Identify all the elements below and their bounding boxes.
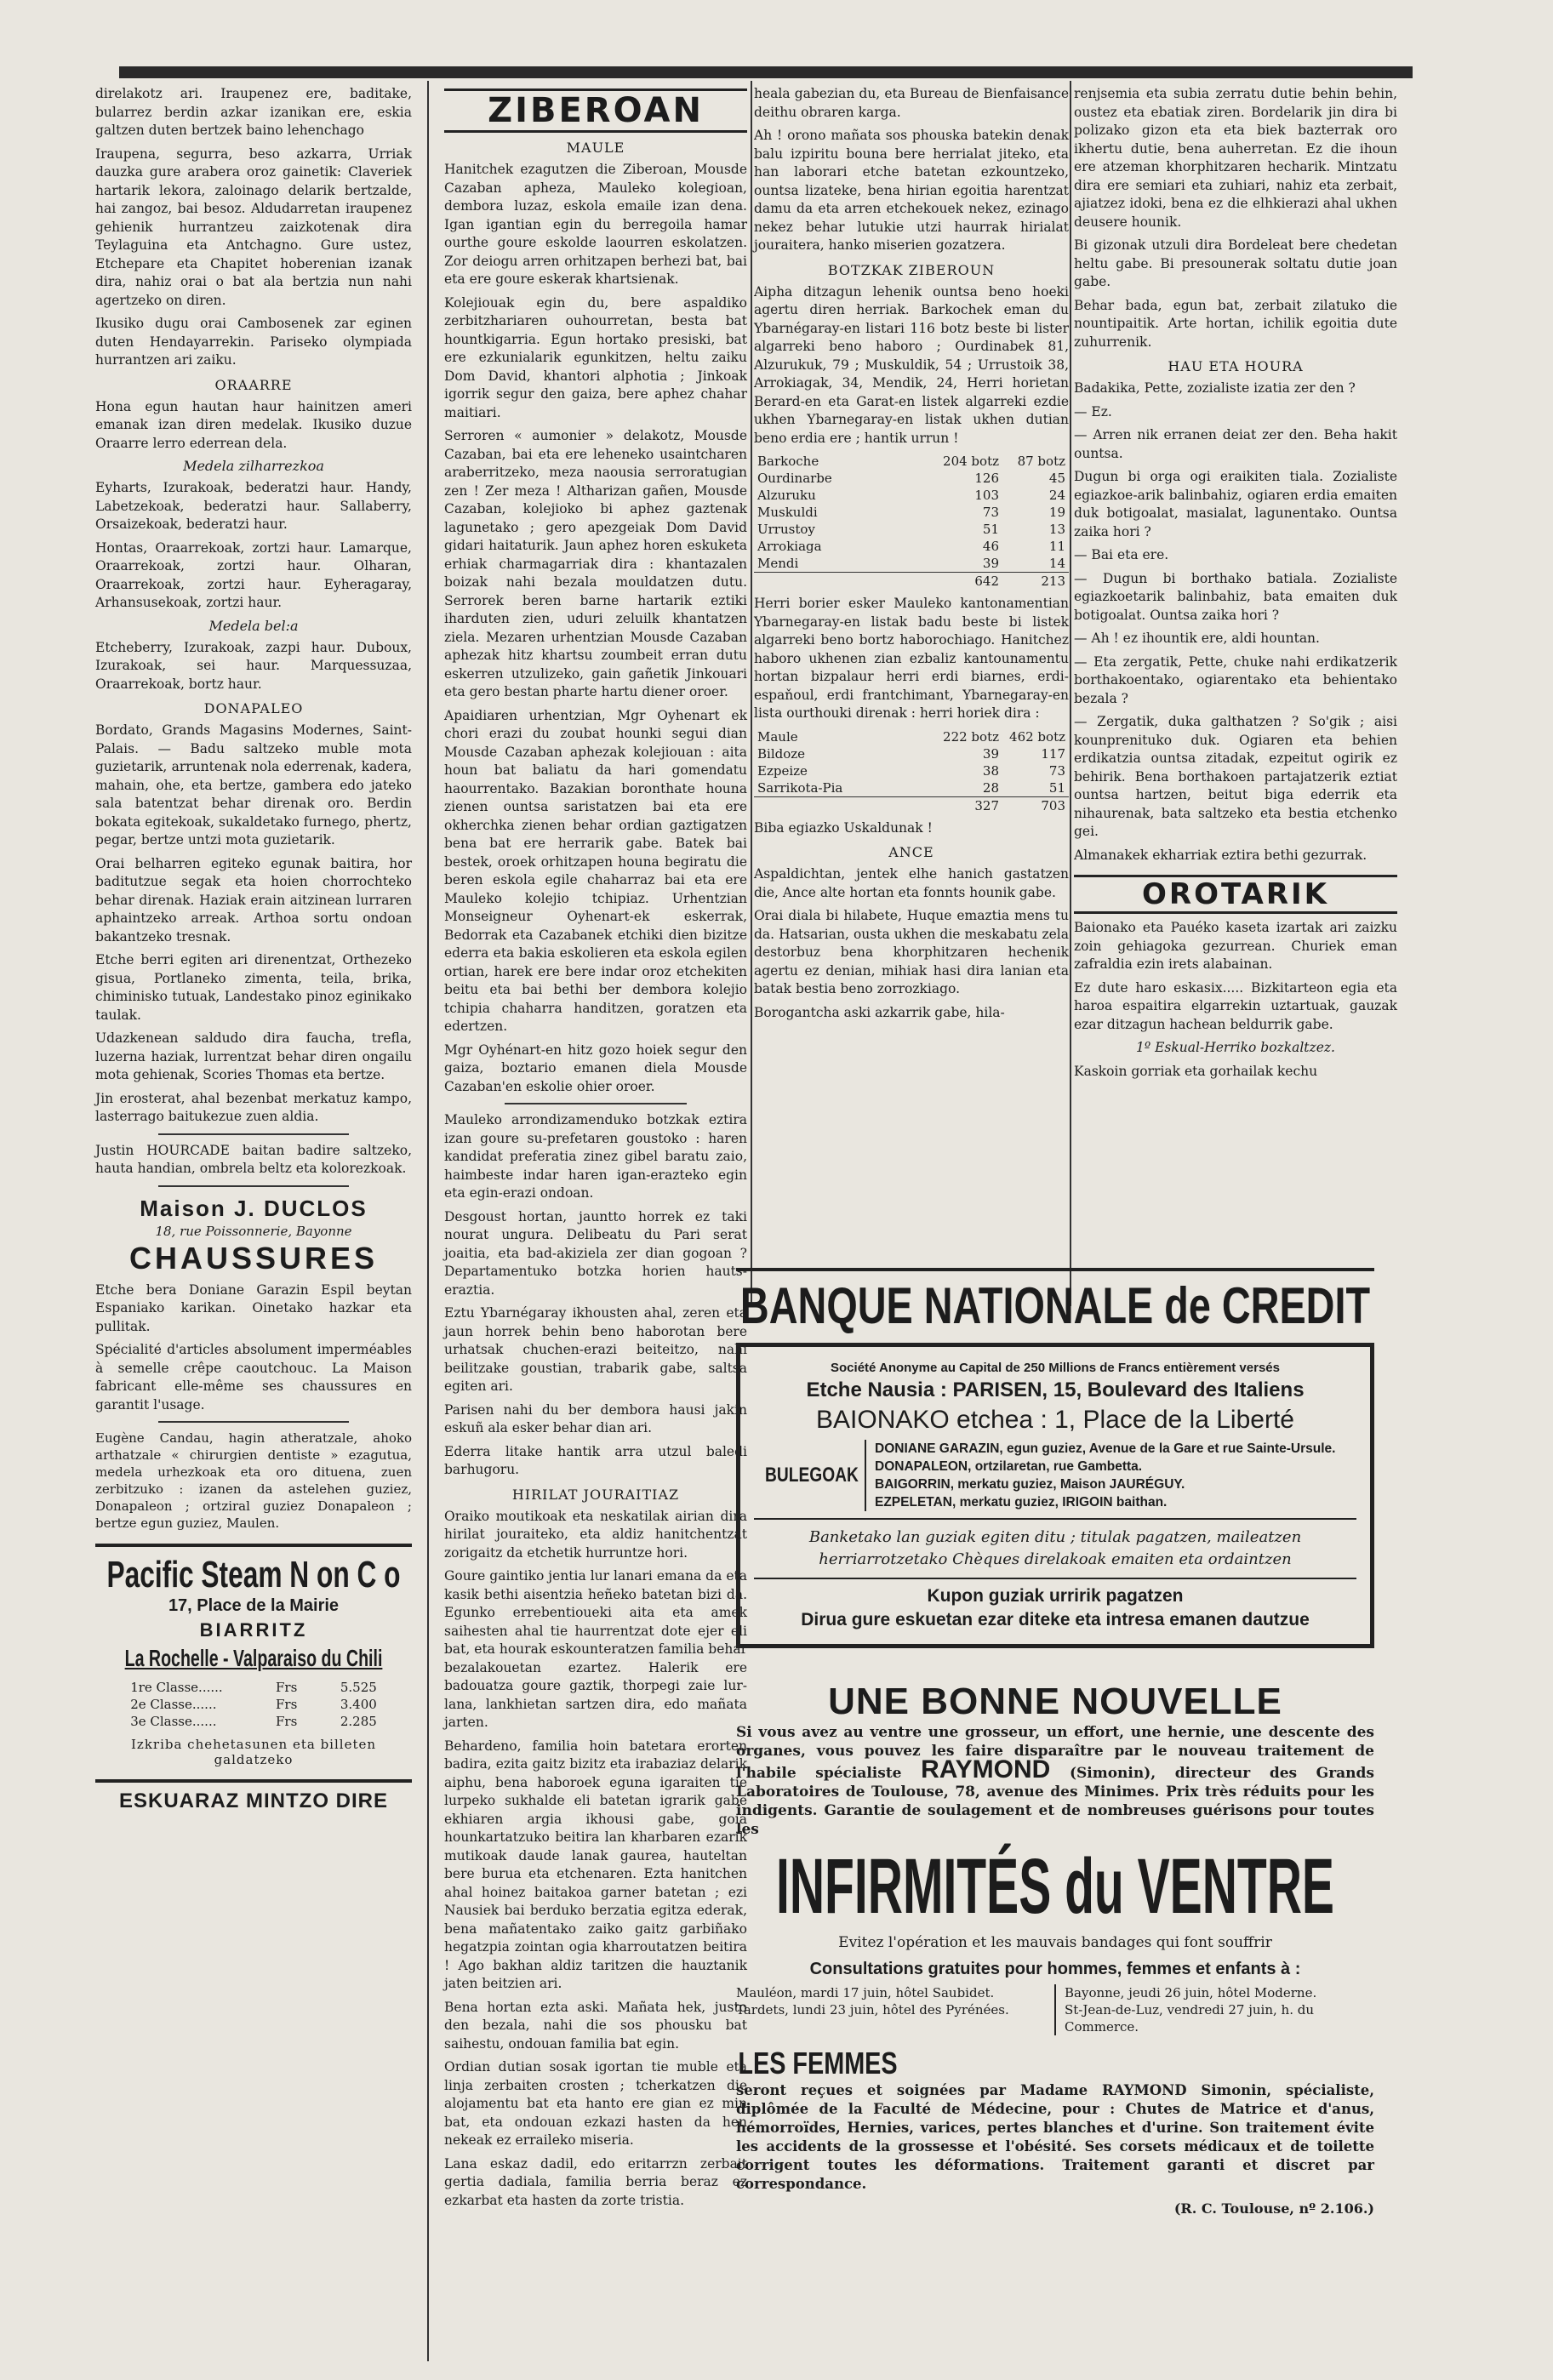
raymond-name: RAYMOND (921, 1755, 1051, 1784)
footer-banner: ESKUARAZ MINTZO DIRE (95, 1779, 412, 1813)
paragraph: Ikusiko dugu orai Cambosenek zar eginen duten Hendayarrekin. Pariseko olympiada hurrantzen ari zaiku. (95, 316, 412, 368)
total-b: 703 (1002, 796, 1069, 814)
branches-label: BULEGOAK (765, 1464, 859, 1487)
paragraph: Etche bera Doniane Garazin Espil beytan Espaniako karikan. Oinetako hazkar eta pullitak. (95, 1281, 412, 1334)
votes-a: 126 (974, 471, 999, 486)
paragraph: Eyharts, Izurakoak, bederatzi haur. Handy, Labetzekoak, bederatzi haur. Sallaberry, Orsaizekoak, bederatzi haur. (95, 480, 412, 532)
town: Mendi (757, 556, 799, 571)
paragraph: Eugène Candau, hagin atheratzale, ahoko arthatzale « chirurgien dentiste » ezagutua, medela urhezkoak eta oro dituena, zuen zerbitzuko : izanen da astelehen guziez, Donapaleon ; ortziral guziez Donapaleon ; bertze egun guziez, Maulen. (95, 1430, 412, 1531)
paragraph: Jin erosterat, ahal bezenbat merkatuz kampo, lasterrago baitukezue zuen aldia. (95, 1090, 412, 1124)
paragraph: Desgoust hortan, jauntto horrek ez taki nourat ungura. Delibeatu du Pari serat joaitia, eta bad-akiziela zer dian gogoan ? Departamentuko botzka horien hauts-eraztia. (444, 1208, 747, 1298)
location-item: Tardets, lundi 23 juin, hôtel des Pyrénées. (736, 2002, 1009, 2018)
registry-ref: (R. C. Toulouse, nº 2.106.) (1173, 2200, 1374, 2217)
heading-ance: ANCE (888, 844, 934, 860)
paragraph: Etcheberry, Izurakoak, zazpi haur. Duboux, Izurakoak, sei haur. Marquessuzaa, Oraarrekoak, bortz haur. (95, 639, 412, 692)
paragraph: Serroren « aumonier » delakotz, Mousde Cazaban, bai eta ere leheneko usaintcharen araberritzeko, meza naousia serroratugian zen ! Zer meza ! Altharizan gañen, Mousde Cazaban, kolejioko bi aphez gaztenak lagunetako ; gero apezgeiak Dom David gidari haitaturik. Jaun aphez horen eskuketa erhiak charmagarriak dira : khantazalen boizak nahi bezala mouldatzen dutu. Serrorek beren barne hartarik eztiki iharduten zien, uduri zeluilk khantatzen ziela. Mezaren urhentzian Mousde Cazaban aphezak hitz khartsu zoumbeit erran dutu eskerren utzulizeko, gain gañetik Jinkouari eta gero bestan pharte hartu diener oroer. (444, 428, 747, 699)
votes-a: 222 botz (943, 728, 999, 745)
raymond-text-part: Si vous avez au ventre une grosseur, un effort, une hernie, une descente des organes, vous pouvez les faire disparaître par le nouveau traitement de l'habile spécialiste (736, 1724, 1374, 1782)
fare-amount: 5.525 (340, 1680, 377, 1695)
town: Muskuldi (757, 505, 818, 520)
bank-bayonne: BAIONAKO etchea : 1, Place de la Liberté (816, 1406, 1294, 1434)
paragraph: Aipha ditzagun lehenik ountsa beno hoeki agertu diren herriak. Barkochek eman du Ybarnégaray-en listari 116 botz beste bi lister algarreki beno haboro ; Ourdinabek 81, Alzurukuk, 79 ; Muskuldik, 54 ; Urrustoik 38, Arrokiagak, 34, Mendik, 24, Herri horietan Berard-en eta Garat-en listek algarreki ezdie ukhen Ybarnegaray-en listak ukhen dutian beno erdia ere ; hantik urrun ! (754, 283, 1069, 446)
table-row (754, 728, 1069, 745)
votes-b: 24 (1048, 488, 1065, 503)
votes-b: 117 (1041, 745, 1065, 762)
locations-left (736, 1984, 1056, 2035)
paragraph: Mauleko arrondizamenduko botzkak eztira izan goure su-prefetaren goustoko : haren kandidat preferatia zinez gibel baratu zaio, haimbeste indar haren igan-erazteko egin eta egin-erazi ondoan. (444, 1112, 747, 1201)
fare-class: 3e Classe...... (130, 1714, 217, 1729)
paragraph: Udazkenean saldudo dira faucha, trefla, luzerna haziak, lurrentzat behar diren ongailu mota gehienak, Scories Thomas eta bertze. (95, 1030, 412, 1082)
paragraph: Ez dute haro eskasix..... Bizkitarteon egia eta haroa espaitira elgarrekin uztartuak, gauzak ezar ditzagun hachean beldurrik gabe. (1074, 979, 1397, 1032)
total-a: 327 (936, 796, 1002, 814)
table-row (754, 504, 1069, 521)
paragraph: Lana eskaz dadil, edo eritarrzn zerbait gertia dadiala, familia berria beraz ez ezkarbat eta hasten da zorte tristia. (444, 2155, 747, 2208)
table-row (754, 470, 1069, 487)
ad-frame-top (736, 1268, 1374, 1276)
column-divider (751, 81, 752, 1306)
paragraph: Orai diala bi hilabete, Huque emaztia mens tu da. Hatsarian, ousta ukhen die meskabatu zela destorbuz bena khorphitzaren hechenik agertu ez denian, mihiak hasi dira lanian eta batak bestia beno zorrozkiago. (754, 908, 1069, 996)
paragraph: Ederra litake hantik arra utzul baledi barhugoru. (444, 1443, 747, 1477)
column-2 (444, 85, 747, 2208)
paragraph: Etche berri egiten ari direnentzat, Orthezeko gisua, Portlaneko zimenta, teila, brika, chiminisko tutuak, Landestako pinoz eginikako taulak. (95, 952, 412, 1023)
bank-interest: Dirua gure eskuetan ezar diteke eta intresa emanen dautzue (801, 1610, 1310, 1629)
duclos-headline: CHAUSSURES (128, 1240, 379, 1276)
table-row (127, 1713, 380, 1730)
fare-currency: Frs (275, 1697, 298, 1712)
table-row (754, 538, 1069, 555)
separator (95, 1544, 412, 1547)
paragraph: — Ah ! ez ihountik ere, aldi hountan. (1074, 631, 1320, 646)
paragraph: Eztu Ybarnégaray ikhousten ahal, zeren eta jaun horrek behin beno haborotan bere urhatsak chuchen-erazi beiteitzo, nahi beilitzake goustian, trabarik gabe, saltsa egiten ari. (444, 1305, 747, 1394)
paragraph: Goure gaintiko jentia lur lanari emana da eta kasik bethi aisentzia heñeko batetan bizi da. Egunko errebentioueki aita eta amek saihesten ahal tie haurrentzat dote ejer eli bat, eta hourak eskounteratzen familia behar bezalakouetan ezartez. Halerik ere badouatza goure gaztik, thorpegi zaie lur-lana, lankhietan sartzen dira, edo mañata jarten. (444, 1568, 747, 1730)
branches-list (865, 1440, 1335, 1511)
bank-coupon: Kupon guziak urririk pagatzen (927, 1586, 1184, 1606)
table-row (127, 1679, 380, 1696)
fare-currency: Frs (275, 1714, 298, 1729)
votes-b: 73 (1048, 762, 1065, 779)
paragraph: Hona egun hautan haur hainitzen ameri emanak izan diren medelak. Ikusiko duzue Oraarre lerro ederrean dela. (95, 398, 412, 451)
subheading: Medela zilharrezkoa (183, 458, 324, 474)
column-1 (95, 85, 412, 2366)
paragraph: — Bai eta ere. (1074, 547, 1169, 562)
column-divider (1070, 81, 1071, 1306)
fare-amount: 2.285 (340, 1714, 377, 1729)
paragraph: 1º Eskual-Herriko bozkaltzez. (1136, 1040, 1335, 1055)
heading-maule: MAULE (566, 140, 625, 156)
paragraph: Orai belharren egiteko egunak baitira, hor baditutzue segak eta hoien chorrochteko behar direnak. Haziak erain aitzinean lurraren aphaintzeko arreak. Arthoa sortu ondoan bakantzeko tresnak. (95, 855, 412, 945)
table-total-row (754, 573, 1069, 591)
bank-box (736, 1343, 1374, 1648)
bank-hq: Etche Nausia : PARISEN, 15, Boulevard des Italiens (806, 1378, 1305, 1401)
paragraph: Ah ! orono mañata sos phouska batekin denak balu izpiritu bouna bere herrialat jiteko, eta han laborari etche batetan ezkountzeko, ountsa lizateke, bena hirian egoitia harentzat damu da eta arren etchekouek nekez, ezinago nekez behar lutukie utzi haurrak hirialat jouraitera, hanko miserien gozatzera. (754, 128, 1069, 253)
locations-right (1056, 1984, 1374, 2035)
subheading: Medela bel:a (208, 617, 299, 634)
bank-subtitle: Société Anonyme au Capital de 250 Millions de Francs entièrement versés (831, 1361, 1280, 1375)
fare-class: 1re Classe...... (130, 1680, 223, 1695)
raymond-big-title: INFIRMITÉS du VENTRE (776, 1843, 1334, 1930)
votes-table (754, 453, 1069, 590)
raymond-text-part: (Simonin), directeur des Grands Laboratoires de Toulouse, 78, avenue des Minimes. Prix très réduits pour les indigents. Garantie de soulagement et de nombreuses guérisons pour toutes les (736, 1765, 1374, 1838)
town: Barkoche (757, 454, 819, 469)
paragraph: Spécialité d'articles absolument imperméables à semelle crêpe caoutchouc. La Maison fabricant elle-même ses chaussures en garantit l'usage. (95, 1342, 412, 1413)
raymond-advertisement (736, 1681, 1374, 2361)
section-title-ziberoan: ZIBEROAN (444, 88, 747, 133)
pacific-note: Izkriba chehetasunen eta billeten galdatzeko (130, 1737, 377, 1767)
bank-note: Banketako lan guziak egiten ditu ; titulak pagatzen, maileatzen herriarrotzetako Chèques direlakoak emaiten eta ordaintzen (808, 1528, 1302, 1568)
separator (158, 1421, 348, 1423)
pacific-city: BIARRITZ (199, 1619, 308, 1641)
duclos-name: Maison J. DUCLOS (140, 1195, 368, 1221)
votes-a: 38 (982, 762, 999, 779)
table-row (754, 762, 1069, 779)
separator (158, 1133, 348, 1135)
town: Sarrikota-Pia (757, 779, 843, 796)
fare-amount: 3.400 (340, 1697, 377, 1712)
town: Alzuruku (757, 488, 816, 503)
consultations-heading: Consultations gratuites pour hommes, femmes et enfants à : (809, 1960, 1301, 1978)
votes-table (754, 728, 1069, 814)
votes-a: 51 (982, 522, 999, 537)
raymond-text (736, 1723, 1374, 1839)
paragraph: — Zergatik, duka galthatzen ? So'gik ; aisi kounprenituko duk. Ogiaren eta behien erdikatzia ountsa zitadak, ezpeitut ogirik ez behirik. Bena borthakoen partajatzerik eztiat ountsa hartzen, beitut biga ederrik eta nihaurenak, bata saltzeko eta bestia etchenko gei. (1074, 714, 1397, 839)
bank-title: BANQUE NATIONALE de CREDIT (739, 1277, 1371, 1334)
paragraph: Borogantcha aski azkarrik gabe, hila- (754, 1004, 1005, 1020)
paragraph: direlakotz ari. Iraupenez ere, baditake, bularrez berdin azkar izanikan ere, eskia galtzen duten bertzek baino lehenchago (95, 86, 412, 138)
paragraph: Justin HOURCADE baitan badire saltzeko, hauta handian, ombrela beltz eta kolorezkoak. (95, 1142, 412, 1176)
town: Ezpeize (757, 762, 808, 779)
femmes-block (736, 2046, 1374, 2081)
town: Maule (757, 728, 798, 745)
separator (158, 1185, 348, 1187)
heading-hiriat: HIRILAT JOURAITIAZ (511, 1486, 680, 1503)
table-row (754, 487, 1069, 504)
paragraph: — Dugun bi borthako batiala. Zozialiste egiazkoetarik balinbahiz, bata emaiten duk botigoalat. Ountsa zaika hori ? (1074, 570, 1397, 623)
town: Ourdinarbe (757, 471, 832, 486)
votes-a: 73 (982, 505, 999, 520)
paragraph: Dugun bi orga ogi eraikiten tiala. Zozialiste egiazkoe-arik balinbahiz, ogiaren erdia emaiten duk botigoalat, masialat, lagunentako. Ountsa zaika hori ? (1074, 469, 1397, 539)
pacific-address: 17, Place de la Mairie (168, 1596, 340, 1615)
femmes-text: seront reçues et soignées par Madame RAYMOND Simonin, spécialiste, diplômée de la Faculté de Médecine, pour : Chutes de Matrice et d'anus, hémorroïdes, Hernies, varices, pertes blanches et d'urine. Son traitement évite les accidents de la grossesse et l'obésité. Ses corsets médicaux et de toilette corrigent toutes les déformations. Traitement garanti et discret par correspondance. (736, 2082, 1374, 2192)
paragraph: Herri borier esker Mauleko kantonamentian Ybarnegaray-en listak badu beste bi listek algarreki beno bortz haborochiago. Hanitchez haboro ukhenen zian ezbaliz kantounamentu hortan bizpalaur herri erdi biarnes, erdi-espaňoul, erdi frantchimant, Ybarnegaray-en lista ourthouki direnak : herri horiek dira : (754, 596, 1069, 721)
paragraph: Apaidiaren urhentzian, Mgr Oyhenart ek chori erazi du zoubat hounki segui dian Mousde Cazaban aphezak kolejiouan : aita houn bat baliatu da hari gomendatu haourrentako. Bazakian boronthate houna zienen ountsa saristatzen bai eta ere okherchka zienen behar ordian gaztigatzen bena bat ere herrarik gabe. Batek bai bestek, oroek orhitzapen houna begiratu die beren eskola egile chaharraz bai eta ere Mauleko kolejio tchipiaz. Urhentzian Monseigneur Oyhenart-ek eskerrak, Bedorrak eta Cazabanek etchiki dien bizitze ederra eta bakia eskolieren eta eskola egilen ortian, harek ere bere indar oroz etchekiten beitu eta bai bethi ber dembora kolejio tchipia chaharra handitzen, goratzen eta edertzen. (444, 707, 747, 1034)
section-title-orotarik: OROTARIK (1074, 875, 1397, 914)
separator (754, 1578, 1356, 1579)
paragraph: Kaskoin gorriak eta gorhailak kechu (1074, 1063, 1318, 1079)
paragraph: Behar bada, egun bat, zerbait zilatuko die nountipaitik. Arte hortan, ichilik egoitia dute zuhurrenik. (1074, 297, 1397, 350)
town: Bildoze (757, 745, 806, 762)
town: Arrokiaga (757, 539, 822, 554)
votes-a: 39 (982, 745, 999, 762)
fare-currency: Frs (275, 1680, 298, 1695)
votes-b: 462 botz (1009, 728, 1065, 745)
table-row (754, 453, 1069, 470)
paragraph: Mgr Oyhénart-en hitz gozo hoiek segur den gaiza, boztario emanen diela Mousde Cazaban'en eskolie ohier oroer. (444, 1042, 747, 1094)
heading-donapaleo: DONAPALEO (203, 700, 304, 716)
total-b: 213 (1002, 573, 1069, 591)
bank-advertisement (736, 1268, 1374, 1647)
table-total-row (754, 796, 1069, 814)
branch-item: DONIANE GARAZIN, egun guziez, Avenue de la Gare et rue Sainte-Ursule. (875, 1441, 1336, 1456)
votes-a: 204 botz (943, 454, 999, 469)
votes-b: 13 (1048, 522, 1065, 537)
paragraph: heala gabezian du, eta Bureau de Bienfaisance deithu obraren karga. (754, 86, 1069, 120)
table-row (754, 745, 1069, 762)
bank-branches (754, 1440, 1356, 1511)
paragraph: renjsemia eta subia zerratu dutie behin behin, oustez eta ebatiak ziren. Bordelarik jin dira bi polizako gizon eta eta biek bazterrak oro ikhertu dutie, bena auherretan. Ez die ihoun ere atzeman khorphitzaren hecharik. Mintzatu dira ere semiari eta zuhiari, nahiz eta zerbait, ajiatzez idoki, bena ez die elhkierazi ahal ukhen deusere hounik. (1074, 86, 1397, 230)
votes-b: 11 (1048, 539, 1065, 554)
votes-b: 45 (1048, 471, 1065, 486)
separator (754, 1518, 1356, 1520)
table-row (754, 555, 1069, 573)
votes-b: 14 (1048, 556, 1065, 571)
paragraph: Almanakek ekharriak eztira bethi gezurrak. (1074, 847, 1367, 863)
paragraph: Ordian dutian sosak igortan tie muble eta linja zerbaiten crosten ; tcherkatzen die alojamentu bat eta hanto ere gian ez min bat, eta ondouan ezkazi hasten da hen nekeak ez erraileko miseria. (444, 2059, 747, 2148)
votes-a: 46 (982, 539, 999, 554)
paragraph: Oraiko moutikoak eta neskatilak airian dira hirilat jouraiteko, eta aldiz hanitchentzat zorigaitz da etchetik hurruntze hori. (444, 1508, 747, 1561)
votes-b: 51 (1048, 779, 1065, 796)
femmes-heading: LES FEMMES (738, 2046, 898, 2080)
paragraph: Bena hortan ezta aski. Mañata hek, justo den bezala, nahi die sos phousku bat saihestu, ondouan familia bat egin. (444, 1999, 747, 2052)
paragraph: Parisen nahi du ber dembora hausi jakin eskuñ ala esker behar dian ari. (444, 1401, 747, 1435)
paragraph: Baionako eta Pauéko kaseta izartak ari zaizku zoin gehiagoka gezurrean. Churiek eman zafraldia ezin irets alabainan. (1074, 920, 1397, 972)
branch-item: BAIGORRIN, merkatu guziez, Maison JAURÉGUY. (875, 1477, 1185, 1492)
paragraph: Iraupena, segurra, beso azkarra, Urriak dauzka gure arabera oroz gainetik: Claveriek hartarik lekora, zaloinago delarik bertzalde, hai zangoz, bai besoz. Aldudarretan iraupenez gehienik hurrantzeu zaizkotenak dira Teylaguina eta Antchagno. Gure ustez, Etchepare eta Chapitet hoberenian izanak dira, nahiz orai o bat ala bertzia nun nahi agertzeko on diren. (95, 146, 412, 308)
paragraph: Kolejiouak egin du, bere aspaldiko zerbitzhariaren ouhourretan, besta bat hountkigarria. Egun hortako presiski, bat ere ezkunialarik egunkitzen, heltu zaiku Dom David, khantori alphotia ; Jinkoak igorrik segur den gaiza, bere aphez chahar maitiari. (444, 294, 747, 420)
duclos-address: 18, rue Poissonnerie, Bayonne (155, 1223, 352, 1239)
pacific-name: Pacific Steam N on C o (106, 1554, 401, 1595)
paragraph: Bi gizonak utzuli dira Bordeleat bere chedetan heltu gabe. Bi presounerak soltatu dutie joan gabe. (1074, 237, 1397, 289)
votes-b: 87 botz (1017, 454, 1065, 469)
table-row (754, 521, 1069, 538)
paragraph: Behardeno, familia hoin batetara erorten badira, ezita gaitz bizitz eta irabaziaz delarik aiphu, bena haboroek eguna igaraiten tie lurpeko sukhalde eli batetan igrarik gabe ekhiaren argia ikhousi gabe, goia hounkartatzuko beitira lan kharbaren ezarik mutikoak daude lanak gaurea, hauteltan bere burua eta etchenaren. Ezta hanitchen ahal hoinez baitakoa garner batetan ; ezi Nausiek bai berduko berzatia egitza ederak, bena mañatentako zaiko gaitz garbiñako hegatzpia zointan ogia kharroutatzen beitira ! Ago bakhan aldiz taritzen die hauztanik jaten beitzien ari. (444, 1738, 747, 1991)
town: Urrustoy (757, 522, 815, 537)
paragraph: Hontas, Oraarrekoak, zortzi haur. Lamarque, Oraarrekoak, zortzi haur. Olharan, Oraarrekoak, zortzi haur. Eyheragaray, Arhansusekoak, zortzi haur. (95, 539, 412, 610)
paragraph: Aspaldichtan, jentek elhe hanich gastatzen die, Ance alte hortan eta fonnts hounik gabe. (754, 866, 1069, 900)
raymond-subtitle: Evitez l'opération et les mauvais bandages qui font souffrir (838, 1934, 1272, 1951)
fares-table (127, 1679, 380, 1730)
top-rule (119, 66, 1413, 78)
votes-a: 28 (982, 779, 999, 796)
location-item: Mauléon, mardi 17 juin, hôtel Saubidet. (736, 1985, 995, 2000)
heading-hau-eta-houra: HAU ETA HOURA (1168, 358, 1304, 374)
column-3 (754, 85, 1069, 1344)
consultation-locations (736, 1984, 1374, 2035)
branch-item: EZPELETAN, merkatu guziez, IRIGOIN baithan. (875, 1495, 1168, 1510)
table-row (127, 1696, 380, 1713)
heading-oraarre: ORAARRE (214, 376, 293, 393)
votes-b: 19 (1048, 505, 1065, 520)
paragraph: Hanitchek ezagutzen die Ziberoan, Mousde Cazaban apheza, Mauleko kolegioan, dembora luzaz, eskola emaile izan dena. Igan igantian egin du berregoila hamar ourthe goure eskolde laourren eskolatzen. Zor deiogu arren orhitzapen berhezi bat, bai eta ere goure eskerak khartsienak. (444, 162, 747, 287)
location-item: St-Jean-de-Luz, vendredi 27 juin, h. du Commerce. (1065, 2002, 1314, 2035)
paragraph: — Arren nik erranen deiat zer den. Beha hakit ountsa. (1074, 427, 1397, 461)
votes-a: 103 (974, 488, 999, 503)
paragraph: — Eta zergatik, Pette, chuke nahi erdikatzerik borthakoentako, ogiarentako eta behientako bezala ? (1074, 654, 1397, 706)
heading-botzkak: BOTZKAK ZIBEROUN (827, 261, 996, 278)
paragraph: — Ez. (1074, 403, 1112, 419)
location-item: Bayonne, jeudi 26 juin, hôtel Moderne. (1065, 1985, 1317, 2000)
table-row (754, 779, 1069, 797)
branch-item: DONAPALEON, ortzilaretan, rue Gambetta. (875, 1459, 1143, 1474)
pacific-route: La Rochelle - Valparaiso du Chili (124, 1645, 383, 1671)
column-4 (1074, 85, 1397, 1225)
paragraph: Bordato, Grands Magasins Modernes, Saint-Palais. — Badu saltzeko muble mota guzietarik, arruntenak nola ederrenak, kadera, mahain, ohe, eta bertze, gambera edo jateko sala batentzat behar direnak oro. Berdin bokata egitekoak, sukaldetako furnego, phertz, pegar, bertze untzi mota guzietarik. (95, 722, 412, 848)
paragraph: Badakika, Pette, zozialiste izatia zer den ? (1074, 380, 1356, 396)
fare-class: 2e Classe...... (130, 1697, 217, 1712)
separator (505, 1103, 687, 1104)
total-a: 642 (936, 573, 1002, 591)
raymond-headline: UNE BONNE NOUVELLE (828, 1681, 1282, 1722)
column-divider (427, 81, 429, 2361)
votes-a: 39 (982, 556, 999, 571)
paragraph: Biba egiazko Uskaldunak ! (754, 819, 933, 836)
